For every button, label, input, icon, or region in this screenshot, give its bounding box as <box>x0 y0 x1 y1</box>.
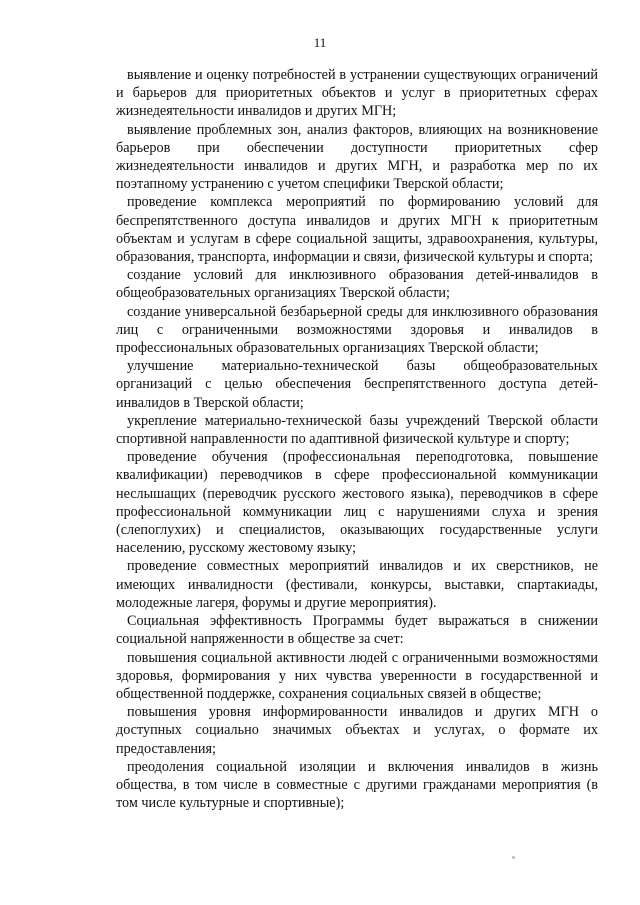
paragraph: проведение комплекса мероприятий по формированию условий для беспрепятственного доступа инвалидов и других МГН к приоритетным объектам и услугам в сфере социальной защиты, здравоохранения, культуры, образования, транспорта, информации и связи, физической культуры и спорта; <box>116 194 598 266</box>
page-number: 11 <box>313 35 327 50</box>
paragraph: проведение совместных мероприятий инвалидов и их сверстников, не имеющих инвалидности (фестивали, конкурсы, выставки, спартакиады, молодежные лагеря, форумы и другие мероприятия). <box>116 558 598 611</box>
paragraph: проведение обучения (профессиональная переподготовка, повышение квалификации) переводчиков в сфере профессиональной коммуникации неслышащих (переводчик русского жестового языка), переводчиков в сфере профессиональной коммуникации лиц с нарушениями слуха и зрения (слепоглухих) и специалистов, оказывающих государственные услуги населению, русскому жестовому языку; <box>116 449 598 557</box>
paragraph: Социальная эффективность Программы будет выражаться в снижении социальной напряженности в обществе за счет: <box>116 613 598 648</box>
scan-speck <box>512 856 515 859</box>
paragraph: выявление и оценку потребностей в устранении существующих ограничений и барьеров для приоритетных объектов и услуг в приоритетных сферах жизнедеятельности инвалидов и других МГН; <box>116 67 598 120</box>
paragraph: повышения социальной активности людей с ограниченными возможностями здоровья, формирования у них чувства уверенности в государственной и общественной поддержке, сохранения социальных связей в обществе; <box>116 649 598 702</box>
paragraph: улучшение материально-технической базы общеобразовательных организаций с целью обеспечения беспрепятственного доступа детей-инвалидов в Тверской области; <box>116 358 598 411</box>
paragraph: выявление проблемных зон, анализ факторов, влияющих на возникновение барьеров при обеспечении доступности приоритетных сфер жизнедеятельности инвалидов и других МГН, и разработка мер по их поэтапному устранению с учетом специфики Тверской области; <box>116 121 598 193</box>
paragraph: создание условий для инклюзивного образования детей-инвалидов в общеобразовательных организациях Тверской области; <box>116 267 598 302</box>
paragraph: создание универсальной безбарьерной среды для инклюзивного образования лиц с ограниченными возможностями здоровья и инвалидов в профессиональных образовательных организациях Тверской области; <box>116 303 598 357</box>
paragraph: преодоления социальной изоляции и включения инвалидов в жизнь общества, в том числе в совместные с другими гражданами мероприятия (в том числе культурные и спортивные); <box>116 758 598 812</box>
paragraph: укрепление материально-технической базы учреждений Тверской области спортивной направленности по адаптивной физической культуре и спорту; <box>116 412 598 448</box>
body-text <box>116 66 598 812</box>
paragraph: повышения уровня информированности инвалидов и других МГН о доступных социально значимых объектах и услугах, о формате их предоставления; <box>116 704 598 757</box>
